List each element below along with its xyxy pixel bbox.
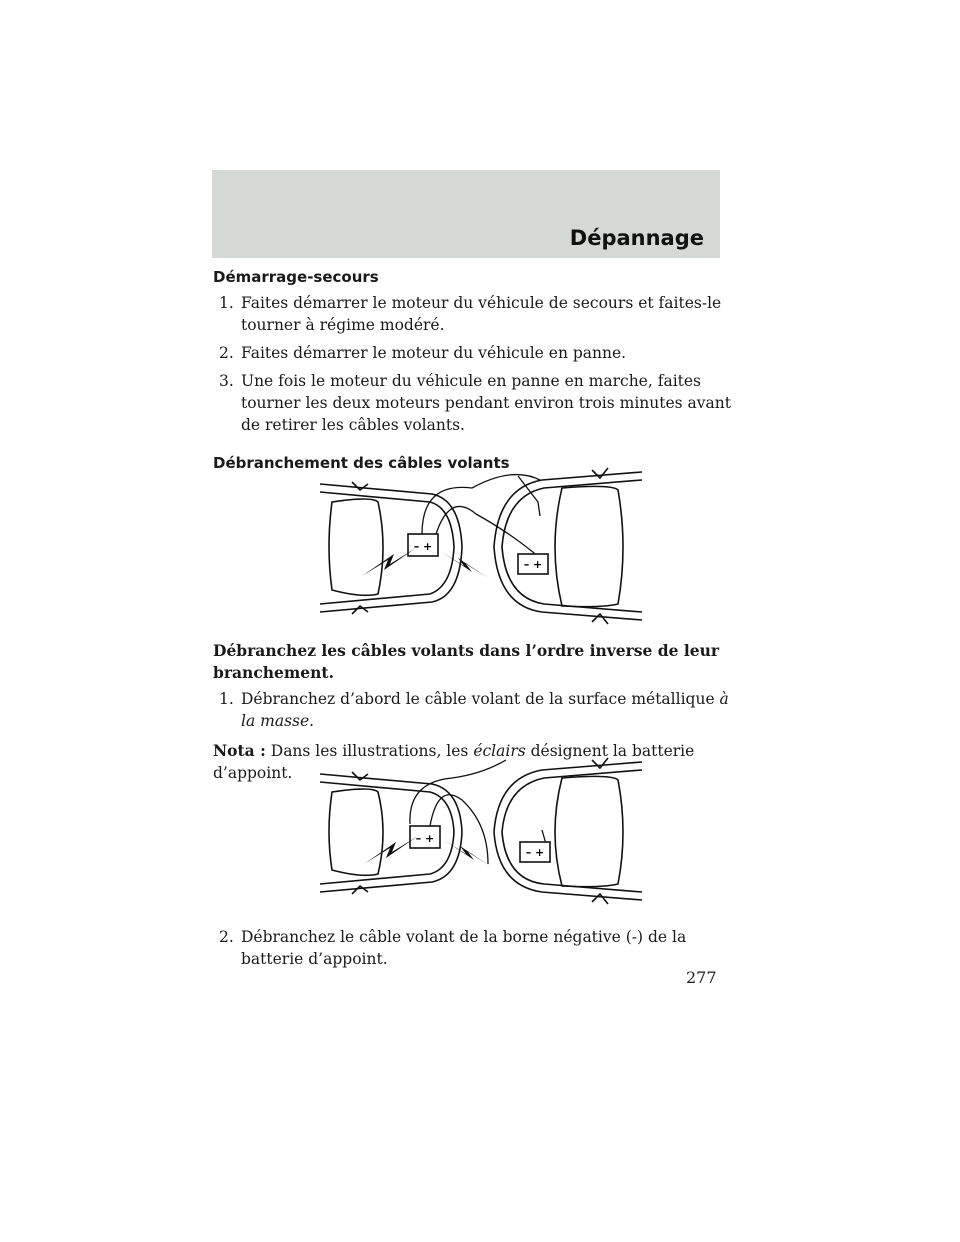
battery-label: – + bbox=[523, 558, 543, 571]
step-1: 1. Faites démarrer le moteur du véhicule de secours et faites-le tourner à régime modéré. bbox=[219, 294, 722, 334]
content bbox=[213, 266, 733, 474]
page-number: 277 bbox=[686, 968, 717, 987]
jumpstart-illustration-2 bbox=[312, 752, 644, 912]
battery-label: – + bbox=[525, 846, 545, 859]
heading-demarrage: Démarrage-secours bbox=[213, 268, 379, 286]
section-title: Dépannage bbox=[569, 226, 704, 250]
battery-label: – + bbox=[415, 832, 435, 845]
note: Nota : Dans les illustrations, les éclairs désignent la batterie d’appoint. bbox=[213, 741, 695, 782]
disconnect-step-2: 2. Débranchez le câble volant de la borne négative (-) de la batterie d’appoint. bbox=[219, 928, 687, 968]
content-3 bbox=[213, 926, 733, 970]
disconnect-step-1: 1. Débranchez d’abord le câble volant de la surface métallique à la masse. bbox=[219, 690, 729, 730]
instruction: Débranchez les câbles volants dans l’ordre inverse de leur branchement. bbox=[213, 641, 720, 682]
header-band bbox=[212, 170, 720, 258]
jumpstart-illustration-1 bbox=[312, 462, 644, 632]
step-3: 3. Une fois le moteur du véhicule en panne en marche, faites tourner les deux moteurs pendant environ trois minutes avant de retirer les câbles volants. bbox=[219, 372, 731, 434]
heading-debranchement: Débranchement des câbles volants bbox=[213, 454, 510, 472]
step-2: 2. Faites démarrer le moteur du véhicule en panne. bbox=[219, 344, 627, 362]
battery-label: – + bbox=[413, 540, 433, 553]
